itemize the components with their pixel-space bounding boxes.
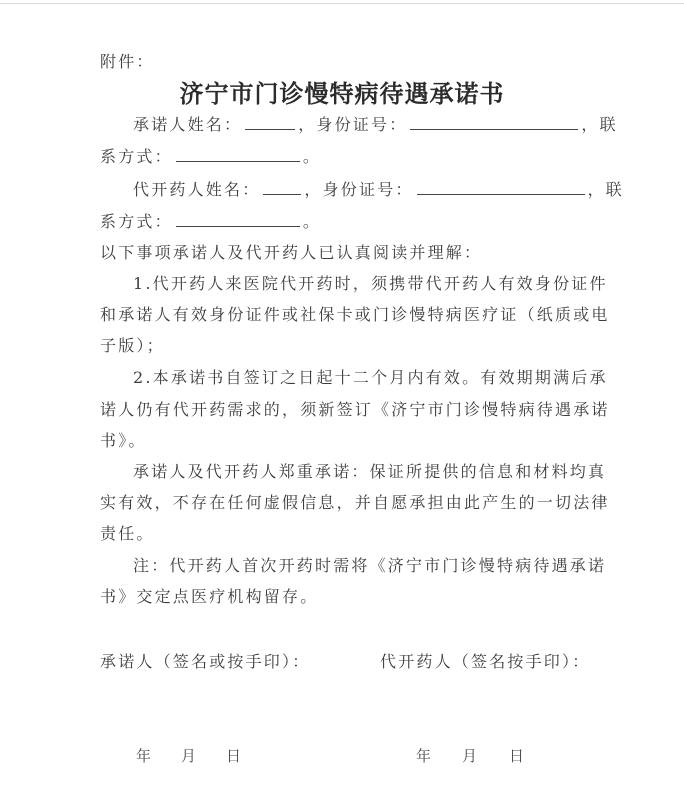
note-line1: 注：代开药人首次开药时需将《济宁市门诊慢特病待遇承诺 [133, 556, 607, 575]
promisor-contact-line [100, 147, 321, 167]
agent-id-label: ，身份证号： [304, 180, 414, 199]
agent-info-line [133, 180, 624, 200]
attachment-label: 附件： [100, 52, 155, 71]
agent-signature-label: 代开药人（签名按手印）： [380, 652, 591, 671]
pledge-line3: 责任。 [100, 524, 155, 543]
note-line2: 书》交定点医疗机构留存。 [100, 587, 319, 606]
promisor-end-mark: 。 [302, 147, 322, 166]
agent-name-field[interactable] [263, 180, 301, 195]
item1-line3: 子版）； [100, 336, 165, 355]
promisor-date-year: 年 [136, 747, 152, 765]
agent-contact-prefix: ，联 [587, 180, 625, 199]
promisor-contact-field[interactable] [176, 147, 300, 162]
agent-name-label: 代开药人姓名： [133, 180, 261, 199]
agent-date-year: 年 [416, 747, 432, 765]
promisor-contact-label: 系方式： [100, 147, 173, 166]
agent-contact-line [100, 212, 321, 232]
pledge-line2: 实有效，不存在任何虚假信息，并自愿承担由此产生的一切法律 [100, 493, 610, 512]
promisor-contact-prefix: ，联 [581, 115, 618, 134]
promisor-date-day: 日 [226, 747, 242, 765]
promisor-name-label: 承诺人姓名： [133, 115, 243, 134]
promisor-info-line [133, 115, 618, 135]
item1-line1: 1.代开药人来医院代开药时，须携带代开药人有效身份证件 [133, 274, 608, 293]
promisor-signature-label: 承诺人（签名或按手印）： [100, 652, 311, 671]
promisor-id-field[interactable] [410, 115, 578, 130]
item2-line2: 诺人仍有代开药需求的，须新签订《济宁市门诊慢特病待遇承诺 [100, 400, 610, 419]
promisor-id-label: ，身份证号： [298, 115, 408, 134]
agent-contact-label: 系方式： [100, 212, 173, 231]
page-top-edge [0, 3, 684, 4]
agent-contact-field[interactable] [176, 212, 300, 227]
agent-id-field[interactable] [417, 180, 585, 195]
intro-text: 以下事项承诺人及代开药人已认真阅读并理解： [100, 243, 483, 262]
promisor-name-field[interactable] [245, 115, 295, 130]
agent-end-mark: 。 [302, 212, 322, 231]
agent-date-day: 日 [509, 747, 525, 765]
pledge-line1: 承诺人及代开药人郑重承诺：保证所提供的信息和材料均真 [133, 462, 607, 481]
promisor-date-month: 月 [181, 747, 197, 765]
item2-line1: 2.本承诺书自签订之日起十二个月内有效。有效期期满后承 [133, 368, 608, 387]
item1-line2: 和承诺人有效身份证件或社保卡或门诊慢特病医疗证（纸质或电 [100, 305, 610, 324]
item2-line3: 书》。 [100, 431, 147, 450]
agent-date-month: 月 [462, 747, 478, 765]
document-title: 济宁市门诊慢特病待遇承诺书 [179, 79, 505, 108]
